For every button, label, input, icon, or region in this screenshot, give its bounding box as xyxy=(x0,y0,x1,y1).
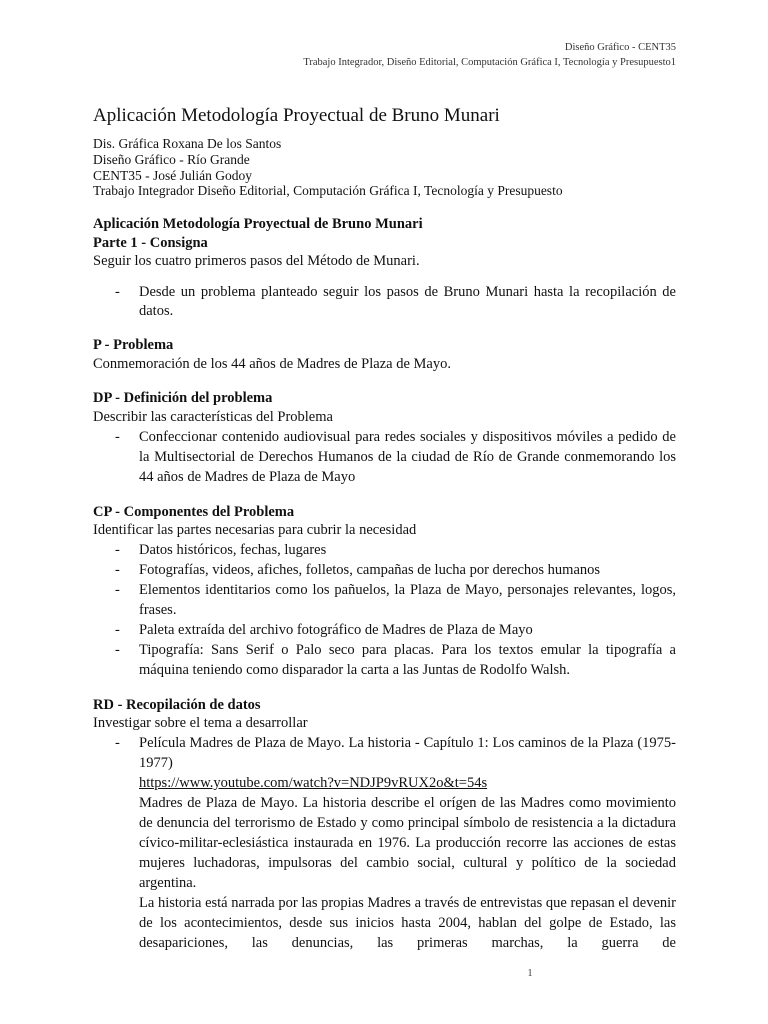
list-item-text: Elementos identitarios como los pañuelos, la Plaza de Mayo, personajes relevantes, logos, frases. xyxy=(139,581,676,618)
bullet-dash: - xyxy=(115,641,120,658)
list-item xyxy=(93,580,676,620)
paragraph: La historia está narrada por las propias Madres a través de entrevistas que repasan el devenir de los acontecimientos, desde sus inicios hasta 2004, hablan del golpe de Estado, las desapariciones, las denuncias, las primeras marchas, la guerra de xyxy=(139,894,676,951)
list-item-text: Confeccionar contenido audiovisual para redes sociales y dispositivos móviles a pedido de la Multisectorial de Derechos Humanos de la ciudad de Río de Grande conmemorando los 44 años de Madres de Plaza de Mayo xyxy=(139,428,676,485)
document-title: Aplicación Metodología Proyectual de Bruno Munari xyxy=(93,105,500,126)
bullet-dash: - xyxy=(115,621,120,638)
section-heading: Aplicación Metodología Proyectual de Bruno Munari xyxy=(93,216,423,233)
paragraph: Madres de Plaza de Mayo. La historia describe el orígen de las Madres como movimiento de denuncia del terrorismo de Estado y como principal símbolo de resistencia a la dictadura cívico-militar-eclesiástica instaurada en 1976. La producción recorre las acciones de estas mujeres luchadoras, impulsoras del cambio social, cultural y político de la sociedad argentina. xyxy=(139,794,676,891)
bullet-dash: - xyxy=(115,428,120,445)
bullet-dash: - xyxy=(115,283,120,300)
running-header-course: Diseño Gráfico - CENT35 xyxy=(564,42,676,53)
bullet-list xyxy=(93,733,676,953)
author-line: Trabajo Integrador Diseño Editorial, Computación Gráfica I, Tecnología y Presupuesto xyxy=(93,183,563,199)
list-item xyxy=(93,733,676,953)
bullet-dash: - xyxy=(115,541,120,558)
bullet-list xyxy=(93,540,676,680)
bullet-dash: - xyxy=(115,581,120,598)
list-item xyxy=(93,560,676,580)
section-heading: DP - Definición del problema xyxy=(93,390,273,407)
section-intro: Describir las características del Problema xyxy=(93,408,333,425)
section-heading: CP - Componentes del Problema xyxy=(93,503,295,520)
document-body xyxy=(93,104,676,953)
bullet-dash: - xyxy=(115,734,120,751)
section-heading: Parte 1 - Consigna xyxy=(93,234,208,251)
author-line: Dis. Gráfica Roxana De los Santos xyxy=(93,136,282,151)
list-item-text: Tipografía: Sans Serif o Palo seco para placas. Para los textos emular la tipografía a máquina teniendo como disparador la carta a las Juntas de Rodolfo Walsh. xyxy=(139,641,676,678)
author-block xyxy=(93,136,676,199)
youtube-link[interactable]: https://www.youtube.com/watch?v=NDJP9vRUX2o&t=54s xyxy=(139,774,488,791)
section-heading: RD - Recopilación de datos xyxy=(93,696,261,713)
list-item-text: Datos históricos, fechas, lugares xyxy=(139,541,327,558)
section-text: Conmemoración de los 44 años de Madres de Plaza de Mayo. xyxy=(93,355,451,372)
running-header-subjects: Trabajo Integrador, Diseño Editorial, Computación Gráfica I, Tecnología y Presupuesto1 xyxy=(303,57,676,68)
list-item xyxy=(93,640,676,680)
list-item xyxy=(93,540,676,560)
section-intro: Identificar las partes necesarias para cubrir la necesidad xyxy=(93,522,417,539)
list-item xyxy=(93,427,676,487)
list-item xyxy=(93,283,676,320)
bullet-dash: - xyxy=(115,561,120,578)
list-item-text: Fotografías, videos, afiches, folletos, campañas de lucha por derechos humanos xyxy=(139,561,601,578)
list-item-text: Película Madres de Plaza de Mayo. La historia - Capítulo 1: Los caminos de la Plaza (1975-1977) xyxy=(139,734,676,771)
bullet-list xyxy=(93,427,676,487)
section-heading: P - Problema xyxy=(93,337,174,354)
author-line: CENT35 - José Julián Godoy xyxy=(93,167,252,183)
section-intro: Seguir los cuatro primeros pasos del Método de Munari. xyxy=(93,253,420,270)
page-number: 1 xyxy=(527,968,533,979)
list-item-text: Desde un problema planteado seguir los pasos de Bruno Munari hasta la recopilación de datos. xyxy=(139,283,676,319)
author-line: Diseño Gráfico - Río Grande xyxy=(93,151,250,167)
list-item xyxy=(93,620,676,640)
section-intro: Investigar sobre el tema a desarrollar xyxy=(93,715,308,732)
bullet-list xyxy=(93,283,676,320)
list-item-text: Paleta extraída del archivo fotográfico de Madres de Plaza de Mayo xyxy=(139,621,533,638)
